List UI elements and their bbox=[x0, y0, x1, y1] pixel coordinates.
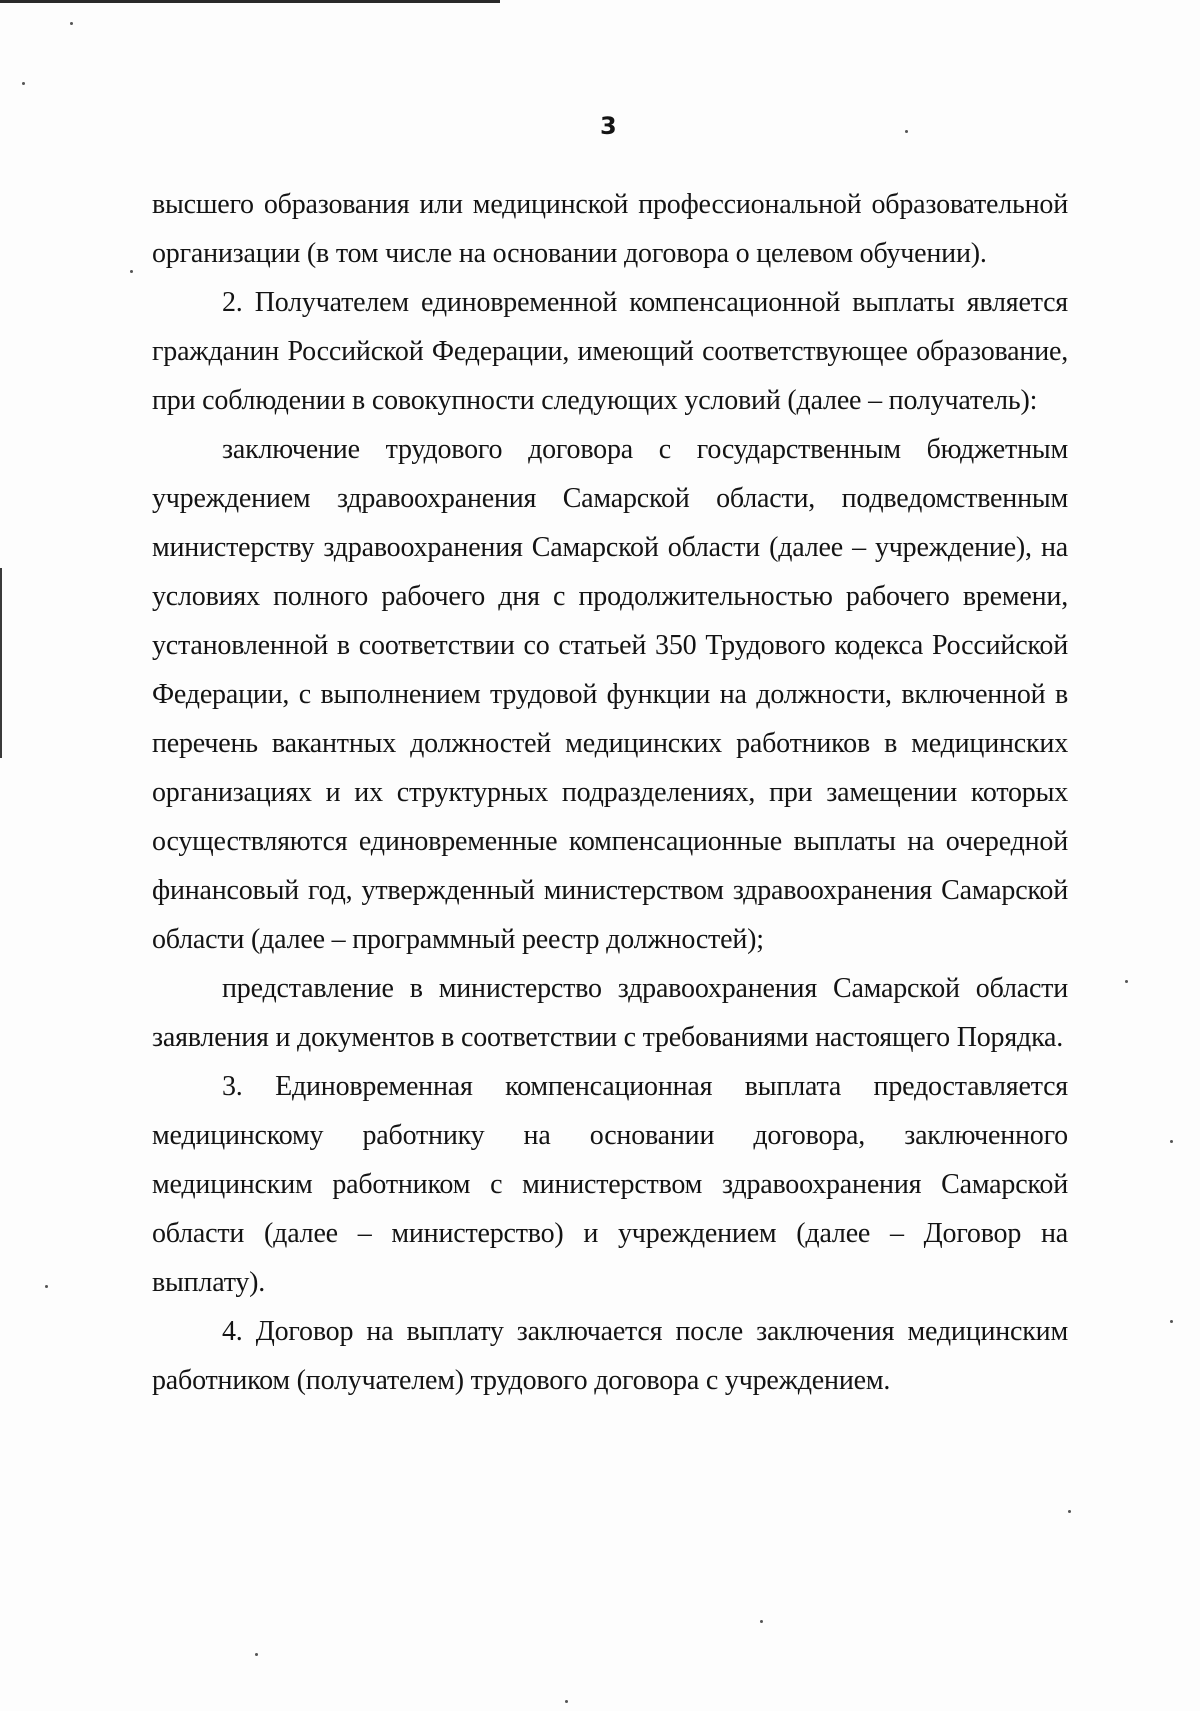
paragraph-clause-4: 4. Договор на выплату заключается после заключения медицинским работником (получателем) трудового договора с учреждением. bbox=[152, 1316, 1068, 1396]
scan-speck bbox=[1125, 980, 1128, 983]
scan-speck bbox=[45, 1285, 48, 1288]
scan-speck bbox=[255, 1653, 258, 1656]
scan-edge-line-left bbox=[0, 568, 2, 758]
scan-speck bbox=[760, 1620, 763, 1623]
scan-speck bbox=[565, 1700, 568, 1703]
paragraph-condition-contract: заключение трудового договора с государственным бюджетным учреждением здравоохранения Самарской области, подведомственным министерству здравоохранения Самарской области (далее – учреждение), на условиях полного рабочего дня с продолжительностью рабочего времени, установленной в соответствии со статьей 350 Трудового кодекса Российской Федерации, с выполнением трудовой функции на должности, включенной в перечень вакантных должностей медицинских работников в медицинских организациях и их структурных подразделениях, при замещении которых осуществляются единовременные компенсационные выплаты на очередной финансовый год, утвержденный министерством здравоохранения Самарской области (далее – программный реестр должностей); bbox=[152, 434, 1068, 955]
scan-speck bbox=[1170, 1320, 1173, 1323]
paragraph-condition-documents: представление в министерство здравоохранения Самарской области заявления и документов в соответствии с требованиями настоящего Порядка. bbox=[152, 973, 1068, 1053]
paragraph-clause-3: 3. Единовременная компенсационная выплата предоставляется медицинскому работнику на основании договора, заключенного медицинским работником с министерством здравоохранения Самарской области (далее – министерство) и учреждением (далее – Договор на выплату). bbox=[152, 1071, 1068, 1298]
document-body bbox=[152, 180, 1068, 1405]
paragraph-continuation: высшего образования или медицинской профессиональной образовательной организации (в том числе на основании договора о целевом обучении). bbox=[152, 189, 1068, 269]
paragraph-clause-2: 2. Получателем единовременной компенсационной выплаты является гражданин Российской Федерации, имеющий соответствующее образование, при соблюдении в совокупности следующих условий (далее – получатель): bbox=[152, 287, 1068, 416]
scan-speck bbox=[130, 270, 133, 273]
page-number: 3 bbox=[600, 112, 617, 140]
scan-edge-line-top bbox=[0, 0, 500, 3]
scan-speck bbox=[70, 22, 73, 25]
scan-speck bbox=[905, 130, 908, 133]
scan-speck bbox=[1068, 1510, 1071, 1513]
scan-speck bbox=[1170, 1140, 1173, 1143]
scan-speck bbox=[22, 82, 25, 85]
